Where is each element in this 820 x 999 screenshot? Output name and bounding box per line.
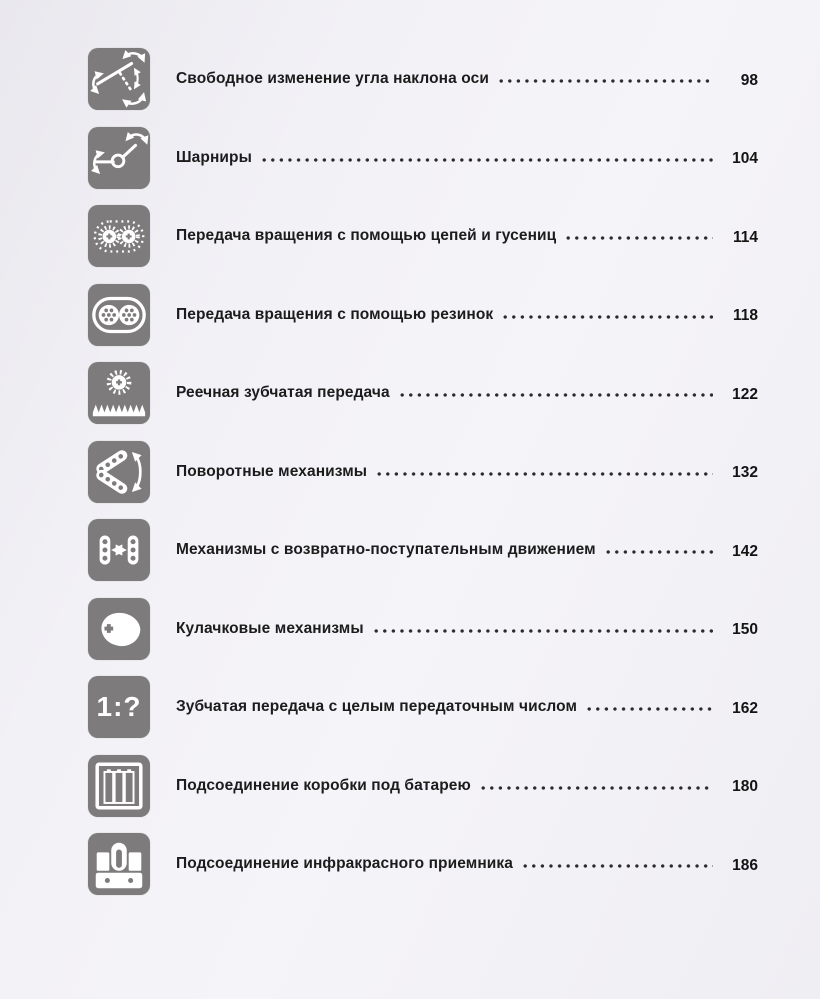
toc-entry-title: Передача вращения с помощью цепей и гусениц — [176, 227, 557, 245]
toc-entry-page: 162 — [732, 699, 758, 717]
toc-list — [88, 40, 758, 904]
toc-entry-page: 142 — [732, 542, 758, 560]
toc-entry — [88, 590, 758, 669]
toc-entry — [88, 119, 758, 198]
toc-entry-page: 98 — [740, 71, 758, 89]
toc-entry — [88, 668, 758, 747]
toc-entry-page: 180 — [732, 778, 758, 796]
toc-entry-page: 150 — [732, 621, 758, 639]
cam-icon — [88, 598, 150, 660]
toc-entry — [88, 825, 758, 904]
toc-entry-title: Зубчатая передача с целым передаточным числом — [176, 698, 578, 716]
toc-entry — [88, 197, 758, 276]
dot-leader — [374, 624, 713, 638]
toc-entry — [88, 276, 758, 355]
toc-entry — [88, 40, 758, 119]
toc-entry-title: Передача вращения с помощью резинок — [176, 305, 494, 323]
dot-leader — [606, 545, 713, 559]
toc-entry-title: Реечная зубчатая передача — [176, 384, 390, 402]
dot-leader — [481, 781, 713, 795]
toc-entry-page: 186 — [732, 856, 758, 874]
dot-leader — [503, 310, 713, 324]
dot-leader — [377, 467, 713, 481]
toc-entry-page: 118 — [732, 307, 758, 325]
toc-entry-title: Механизмы с возвратно-поступательным движением — [176, 541, 596, 559]
gear-ratio-icon-text: 1:? — [96, 691, 142, 723]
toc-entry-page: 132 — [732, 464, 758, 482]
turning-beams-icon — [88, 441, 150, 503]
chain-gears-icon — [88, 205, 150, 267]
toc-entry-page: 122 — [732, 385, 758, 403]
gear-ratio-icon — [88, 676, 150, 738]
belt-pulleys-icon — [88, 284, 150, 346]
toc-entry-title: Свободное изменение угла наклона оси — [176, 70, 489, 88]
toc-entry-title: Шарниры — [176, 148, 252, 166]
ir-receiver-icon — [88, 833, 150, 895]
dot-leader — [262, 153, 713, 167]
toc-entry-page: 114 — [732, 228, 758, 246]
toc-entry — [88, 511, 758, 590]
toc-entry — [88, 747, 758, 826]
toc-entry-title: Подсоединение инфракрасного приемника — [176, 855, 513, 873]
toc-entry — [88, 433, 758, 512]
dot-leader — [523, 859, 713, 873]
dot-leader — [499, 74, 713, 88]
dot-leader — [587, 702, 713, 716]
rack-pinion-icon — [88, 362, 150, 424]
joint-icon — [88, 127, 150, 189]
dot-leader — [400, 388, 713, 402]
toc-entry — [88, 354, 758, 433]
toc-entry-page: 104 — [732, 150, 758, 168]
dot-leader — [566, 231, 713, 245]
toc-entry-title: Кулачковые механизмы — [176, 619, 364, 637]
toc-entry-title: Поворотные механизмы — [176, 462, 368, 480]
reciprocating-motion-icon — [88, 519, 150, 581]
battery-box-icon — [88, 755, 150, 817]
toc-entry-title: Подсоединение коробки под батарею — [176, 776, 471, 794]
tilt-axis-icon — [88, 48, 150, 110]
